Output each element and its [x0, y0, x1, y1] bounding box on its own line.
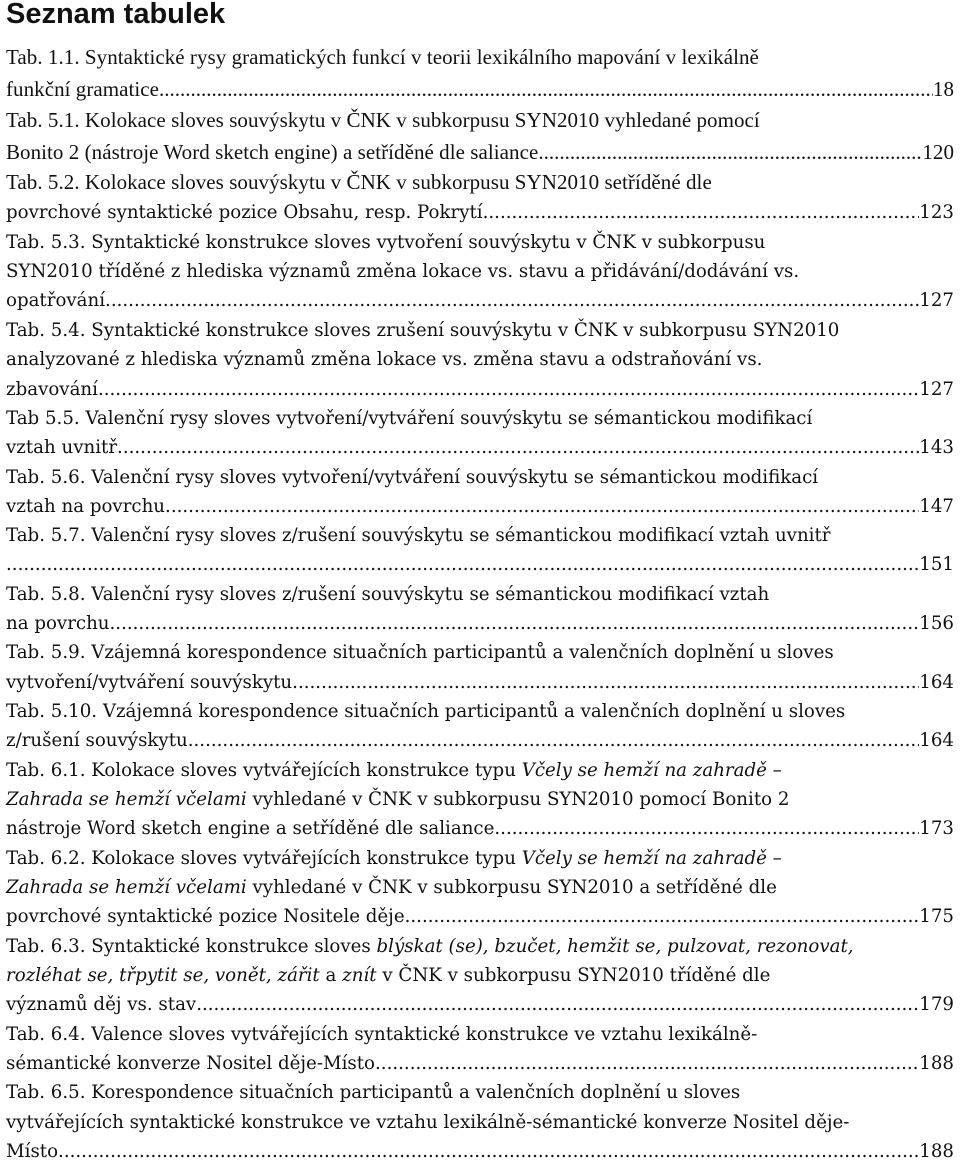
- toc-entry-text: povrchové syntaktické pozice Obsahu, resp. Pokrytí: [6, 202, 483, 223]
- page-number: 143: [919, 437, 954, 458]
- toc-entry-6-3-line-3[interactable]: [6, 990, 954, 1020]
- page-number: 164: [919, 672, 954, 693]
- leader-dots: [165, 492, 919, 522]
- toc-entry-6-2-line-1: [6, 844, 954, 874]
- page-number: 188: [919, 1141, 954, 1162]
- toc-entry-6-5-line-1: Tab. 6.5. Korespondence situačních participantů a valenčních doplnění u sloves: [6, 1082, 741, 1103]
- leader-dots: [405, 902, 920, 932]
- toc-entry-5-8-line-2[interactable]: [6, 609, 954, 639]
- page-number: 123: [919, 202, 954, 223]
- page-number: 173: [919, 818, 954, 839]
- toc-entry-5-5-line-1: Tab 5.5. Valenční rysy sloves vytvoření/vytváření souvýskytu se sémantickou modifikací: [6, 408, 813, 429]
- toc-entry-5-9-line-2[interactable]: [6, 668, 954, 698]
- page-number: 156: [919, 613, 954, 634]
- toc-entry-text: Tab. 6.2. Kolokace sloves vytvářejících konstrukce typu: [6, 848, 522, 869]
- toc-entry-5-4-line-3[interactable]: [6, 375, 954, 405]
- toc-entry-text: vztah uvnitř: [6, 437, 118, 458]
- toc-entry-italic-example: Včely se hemží na zahradě –: [521, 848, 782, 869]
- page-title: Seznam tabulek: [6, 0, 226, 30]
- toc-entry-italic-example: Včely se hemží na zahradě –: [521, 760, 782, 781]
- toc-entry-text: povrchové syntaktické pozice Nositele děje: [6, 906, 405, 927]
- toc-entry-6-1-line-2: [6, 785, 954, 815]
- toc-entry-5-10-line-2[interactable]: [6, 726, 954, 756]
- toc-entry-5-5-line-2[interactable]: [6, 433, 954, 463]
- toc-entry-text: Bonito 2 (nástroje Word sketch engine) a setříděné dle saliance: [6, 140, 539, 164]
- toc-entry-text: vyhledané v ČNK v subkorpusu SYN2010 pomocí Bonito 2: [246, 789, 790, 810]
- toc-entry-5-7-line-1: Tab. 5.7. Valenční rysy sloves z/rušení souvýskytu se sémantickou modifikací vztah uvnitř: [6, 525, 831, 546]
- leader-dots: [159, 74, 933, 104]
- toc-entry-5-6-line-2[interactable]: [6, 492, 954, 522]
- toc-entry-text: opatřování: [6, 290, 106, 311]
- leader-dots: [494, 814, 919, 844]
- toc-entry-6-1-line-3[interactable]: [6, 814, 954, 844]
- toc-entry-5-9-line-1: Tab. 5.9. Vzájemná korespondence situačních participantů a valenčních doplnění u sloves: [6, 642, 834, 663]
- toc-entry-6-3-line-1: [6, 932, 954, 962]
- toc-entry-5-1-line-1: Tab. 5.1. Kolokace sloves souvýskytu v ČNK v subkorpusu SYN2010 vyhledané pomocí: [6, 108, 760, 132]
- toc-entry-5-10-line-1: Tab. 5.10. Vzájemná korespondence situačních participantů a valenčních doplnění u sloves: [6, 701, 846, 722]
- toc-entry-text: vyhledané v ČNK v subkorpusu SYN2010 a setříděné dle: [246, 877, 777, 898]
- toc-entry-text: na povrchu: [6, 613, 110, 634]
- toc-entry-text: Místo: [6, 1141, 59, 1162]
- leader-dots: [188, 726, 920, 756]
- leader-dots: [105, 286, 919, 316]
- toc-entry-5-2-line-1: Tab. 5.2. Kolokace sloves souvýskytu v ČNK v subkorpusu SYN2010 setříděné dle: [6, 170, 712, 194]
- leader-dots: [538, 137, 922, 167]
- toc-entry-text: v ČNK v subkorpusu SYN2010 tříděné dle: [376, 965, 771, 986]
- leader-dots: [110, 609, 920, 639]
- toc-entry-6-4-line-1: Tab. 6.4. Valence sloves vytvářejících syntaktické konstrukce ve vztahu lexikálně-: [6, 1024, 758, 1045]
- toc-entry-6-2-line-2: [6, 873, 954, 903]
- leader-dots: [58, 1137, 919, 1167]
- leader-dots: [375, 1049, 919, 1079]
- toc-entry-italic-example: Zahrada se hemží včelami: [6, 789, 247, 810]
- toc-entry-1-1-line-2[interactable]: [6, 74, 954, 104]
- leader-dots: [6, 550, 919, 580]
- toc-entry-italic-example: Zahrada se hemží včelami: [6, 877, 247, 898]
- toc-entry-text: Tab. 6.3. Syntaktické konstrukce sloves: [6, 936, 377, 957]
- toc-entry-text: sémantické konverze Nositel děje-Místo: [6, 1053, 375, 1074]
- toc-entry-5-2-line-2[interactable]: [6, 198, 954, 228]
- toc-entry-5-3-line-3[interactable]: [6, 286, 954, 316]
- toc-entry-text: nástroje Word sketch engine a setříděné dle saliance: [6, 818, 495, 839]
- toc-entry-text: zbavování: [6, 379, 98, 400]
- toc-entry-text: významů děj vs. stav: [6, 994, 197, 1015]
- toc-entry-text: a: [319, 965, 343, 986]
- toc-entry-text: vztah na povrchu: [6, 496, 166, 517]
- leader-dots: [292, 668, 919, 698]
- toc-entry-5-3-line-1: Tab. 5.3. Syntaktické konstrukce sloves vytvoření souvýskytu v ČNK v subkorpusu: [6, 232, 766, 253]
- toc-entry-italic-verbs: rozléhat se, třpytit se, vonět, zářit: [6, 965, 320, 986]
- toc-entry-5-7-line-2[interactable]: [6, 550, 954, 580]
- toc-entry-text: funkční gramatice: [6, 77, 160, 101]
- page-number: 175: [919, 906, 954, 927]
- leader-dots: [98, 375, 919, 405]
- toc-entry-italic-verbs: znít: [342, 965, 377, 986]
- toc-entry-6-2-line-3[interactable]: [6, 902, 954, 932]
- page-number: 127: [919, 290, 954, 311]
- toc-entry-1-1-line-1: Tab. 1.1. Syntaktické rysy gramatických funkcí v teorii lexikálního mapování v lexikálně: [6, 45, 759, 69]
- toc-entry-5-4-line-2: analyzované z hlediska významů změna lokace vs. změna stavu a odstraňování vs.: [6, 349, 763, 370]
- toc-entry-5-6-line-1: Tab. 5.6. Valenční rysy sloves vytvoření/vytváření souvýskytu se sémantickou modifikací: [6, 467, 819, 488]
- page-number: 147: [919, 496, 954, 517]
- toc-entry-6-1-line-1: [6, 756, 954, 786]
- page-number: 179: [919, 994, 954, 1015]
- page-number: 188: [919, 1053, 954, 1074]
- toc-entry-5-1-line-2[interactable]: [6, 137, 954, 167]
- toc-entry-6-3-line-2: [6, 961, 954, 991]
- page-number: 127: [919, 379, 954, 400]
- page-number: 164: [919, 730, 954, 751]
- page-number: 18: [932, 77, 954, 101]
- toc-entry-5-4-line-1: Tab. 5.4. Syntaktické konstrukce sloves zrušení souvýskytu v ČNK v subkorpusu SYN2010: [6, 320, 840, 341]
- leader-dots: [483, 198, 920, 228]
- page-number: 151: [919, 554, 954, 575]
- page-number: 120: [922, 140, 954, 164]
- toc-entry-6-5-line-2: vytvářejících syntaktické konstrukce ve vztahu lexikálně-sémantické konverze Nositel děje-: [6, 1112, 850, 1133]
- toc-entry-text: z/rušení souvýskytu: [6, 730, 188, 751]
- toc-entry-text: Tab. 6.1. Kolokace sloves vytvářejících konstrukce typu: [6, 760, 522, 781]
- toc-entry-italic-verbs: blýskat (se), bzučet, hemžit se, pulzovat, rezonovat,: [376, 936, 854, 957]
- toc-entry-6-5-line-3[interactable]: [6, 1137, 954, 1167]
- toc-entry-5-8-line-1: Tab. 5.8. Valenční rysy sloves z/rušení souvýskytu se sémantickou modifikací vztah: [6, 584, 770, 605]
- leader-dots: [117, 433, 919, 463]
- toc-entry-5-3-line-2: SYN2010 tříděné z hlediska významů změna lokace vs. stavu a přidávání/dodávání vs.: [6, 261, 800, 282]
- toc-entry-6-4-line-2[interactable]: [6, 1049, 954, 1079]
- leader-dots: [196, 990, 919, 1020]
- toc-entry-text: vytvoření/vytváření souvýskytu: [6, 672, 293, 693]
